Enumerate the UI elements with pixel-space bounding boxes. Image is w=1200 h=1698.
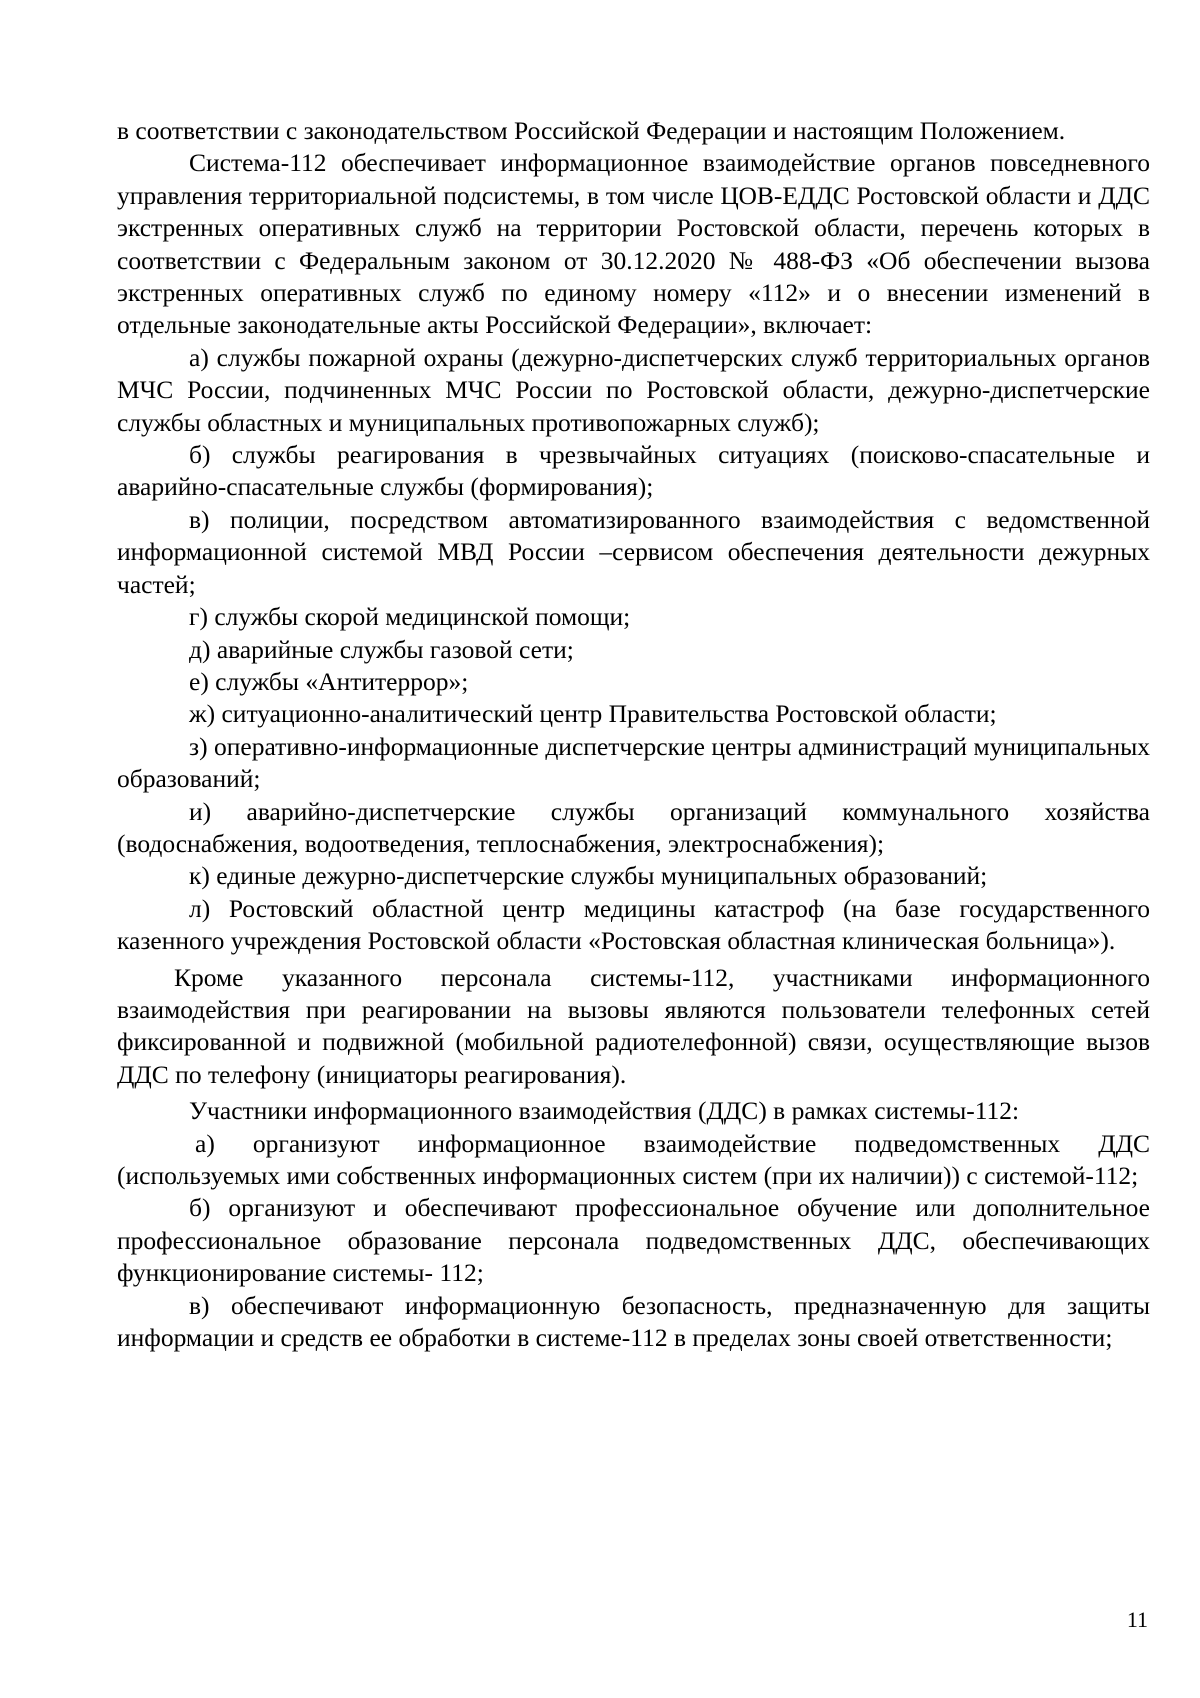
participants-item-v: в) обеспечивают информационную безопасность, предназначенную для защиты информации и средств ее обработки в системе-112 в пределах зоны своей ответственности; [117, 1290, 1150, 1353]
list-item-a-fire-services: а) службы пожарной охраны (дежурно-диспетчерских служб территориальных органов МЧС России, подчиненных МЧС России по Ростовской области, дежурно-диспетчерские службы областных и муниципальных противопожарных служб); [117, 342, 1150, 437]
list-item-v-police: в) полиции, посредством автоматизированного взаимодействия с ведомственной информационной системой МВД России –сервисом обеспечения деятельности дежурных частей; [117, 504, 1150, 599]
list-item-d-gas-services: д) аварийные службы газовой сети; [189, 634, 574, 664]
list-item-k-unified-dispatch: к) единые дежурно-диспетчерские службы муниципальных образований; [189, 861, 988, 891]
page-number: 11 [1126, 1607, 1148, 1632]
list-item-b-emergency-response: б) службы реагирования в чрезвычайных ситуациях (поисково-спасательные и аварийно-спасательные службы (формирования); [117, 440, 1150, 502]
paragraph-besides-personnel: Кроме указанного персонала системы-112, участниками информационного взаимодействия при реагировании на вызовы являются пользователи телефонных сетей фиксированной и подвижной (мобильной радиотелефонной) связи, осуществляющие вызов ДДС по телефону (инициаторы реагирования). [117, 962, 1150, 1089]
participants-item-a: а) организуют информационное взаимодействие подведомственных ДДС (используемых ими собственных информационных систем (при их наличии)) с системой-112; [117, 1128, 1150, 1190]
document-body [117, 115, 1150, 1354]
list-item-zh-situation-center: ж) ситуационно-аналитический центр Правительства Ростовской области; [189, 699, 997, 729]
participants-item-b: б) организуют и обеспечивают профессиональное обучение или дополнительное профессиональное образование персонала подведомственных ДДС, обеспечивающих функционирование системы- 112; [117, 1193, 1150, 1288]
paragraph-system-112: Система-112 обеспечивает информационное взаимодействие органов повседневного управления территориальной подсистемы, в том числе ЦОВ-ЕДДС Ростовской области и ДДС экстренных оперативных служб на территории Ростовской области, перечень которых в соответствии с Федеральным законом от 30.12.2020 № 488-ФЗ «Об обеспечении вызова экстренных оперативных служб по единому номеру «112» и о внесении изменений в отдельные законодательные акты Российской Федерации», включает: [117, 148, 1150, 340]
list-item-z-dispatch-centers: з) оперативно-информационные диспетчерские центры администраций муниципальных образований; [117, 731, 1150, 794]
list-item-l-disaster-medicine: л) Ростовский областной центр медицины катастроф (на базе государственного казенного учреждения Ростовской области «Ростовская областная клиническая больница»). [117, 893, 1150, 956]
list-item-g-ambulance: г) службы скорой медицинской помощи; [189, 602, 631, 632]
paragraph-continuation: в соответствии с законодательством Российской Федерации и настоящим Положением. [117, 116, 1066, 145]
list-item-e-antiterror: е) службы «Антитеррор»; [189, 666, 469, 696]
list-item-i-utility-services: и) аварийно-диспетчерские службы организаций коммунального хозяйства (водоснабжения, водоотведения, теплоснабжения, электроснабжения); [117, 796, 1150, 858]
paragraph-participants: Участники информационного взаимодействия (ДДС) в рамках системы-112: [189, 1096, 1020, 1126]
